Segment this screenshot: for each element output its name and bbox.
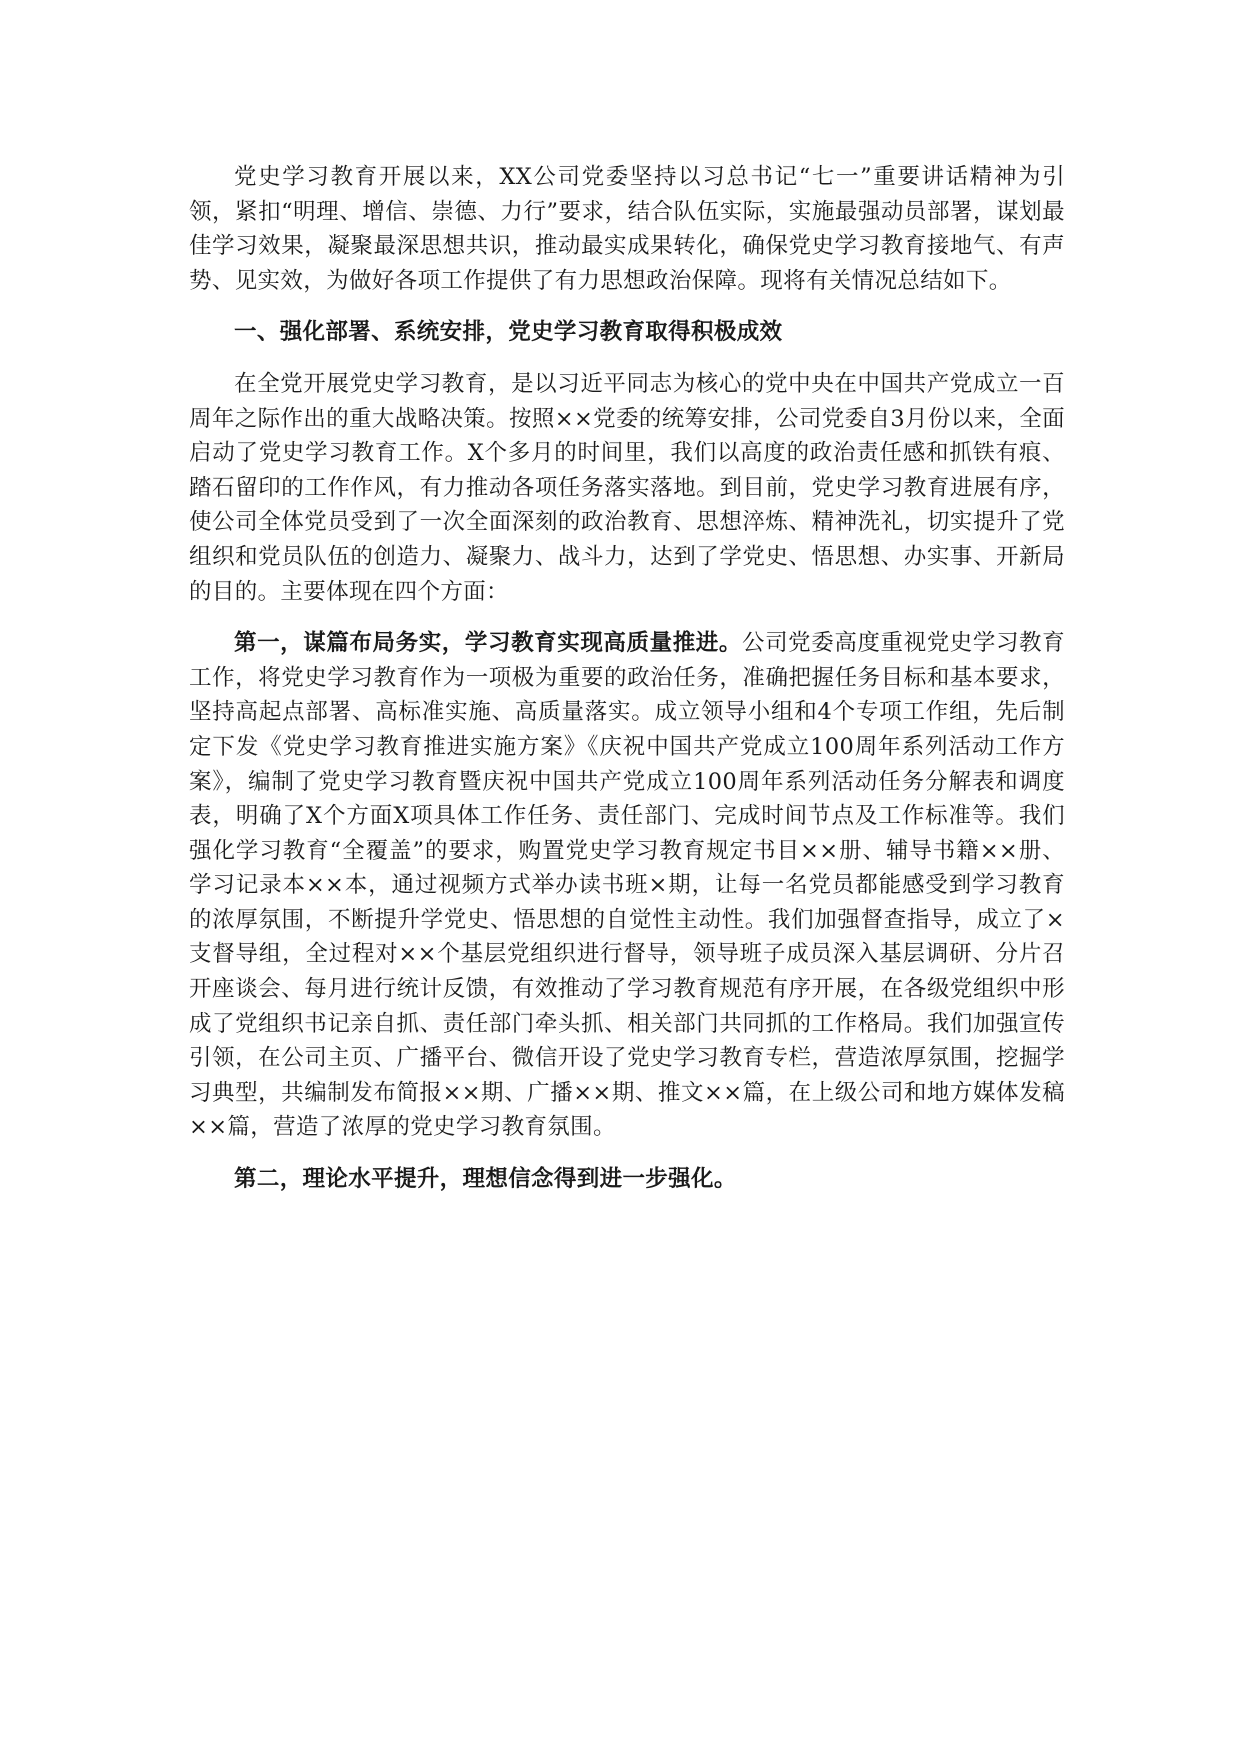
- section-1-paragraph: 在全党开展党史学习教育，是以习近平同志为核心的党中央在中国共产党成立一百周年之际作出的重大战略决策。按照××党委的统筹安排，公司党委自3月份以来，全面启动了党史学习教育工作。X个多月的时间里，我们以高度的政治责任感和抓铁有痕、踏石留印的工作作风，有力推动各项任务落实落地。到目前，党史学习教育进展有序，使公司全体党员受到了一次全面深刻的政治教育、思想淬炼、精神洗礼，切实提升了党组织和党员队伍的创造力、凝聚力、战斗力，达到了学党史、悟思想、办实事、开新局的目的。主要体现在四个方面：: [189, 370, 1065, 605]
- document-body: [189, 160, 1065, 1214]
- point-1-paragraph: [189, 626, 1065, 1145]
- point-1-body: 公司党委高度重视党史学习教育工作，将党史学习教育作为一项极为重要的政治任务，准确把握任务目标和基本要求，坚持高起点部署、高标准实施、高质量落实。成立领导小组和4个专项工作组，先后制定下发《党史学习教育推进实施方案》《庆祝中国共产党成立100周年系列活动工作方案》，编制了党史学习教育暨庆祝中国共产党成立100周年系列活动任务分解表和调度表，明确了X个方面X项具体工作任务、责任部门、完成时间节点及工作标准等。我们强化学习教育“全覆盖”的要求，购置党史学习教育规定书目××册、辅导书籍××册、学习记录本××本，通过视频方式举办读书班×期，让每一名党员都能感受到学习教育的浓厚氛围，不断提升学党史、悟思想的自觉性主动性。我们加强督查指导，成立了×支督导组，全过程对××个基层党组织进行督导，领导班子成员深入基层调研、分片召开座谈会、每月进行统计反馈，有效推动了学习教育规范有序开展，在各级党组织中形成了党组织书记亲自抓、责任部门牵头抓、相关部门共同抓的工作格局。我们加强宣传引领，在公司主页、广播平台、微信开设了党史学习教育专栏，营造浓厚氛围，挖掘学习典型，共编制发布简报××期、广播××期、推文××篇，在上级公司和地方媒体发稿××篇，营造了浓厚的党史学习教育氛围。: [189, 630, 1066, 1141]
- point-2-heading: 第二，理论水平提升，理想信念得到进一步强化。: [234, 1166, 737, 1193]
- point-1-lead: 第一，谋篇布局务实，学习教育实现高质量推进。: [234, 630, 742, 657]
- section-1-heading: 一、强化部署、系统安排，党史学习教育取得积极成效: [234, 319, 783, 346]
- intro-paragraph: 党史学习教育开展以来，XX公司党委坚持以习总书记“七一”重要讲话精神为引领，紧扣“明理、增信、崇德、力行”要求，结合队伍实际，实施最强动员部署，谋划最佳学习效果，凝聚最深思想共识，推动最实成果转化，确保党史学习教育接地气、有声势、见实效，为做好各项工作提供了有力思想政治保障。现将有关情况总结如下。: [189, 164, 1065, 294]
